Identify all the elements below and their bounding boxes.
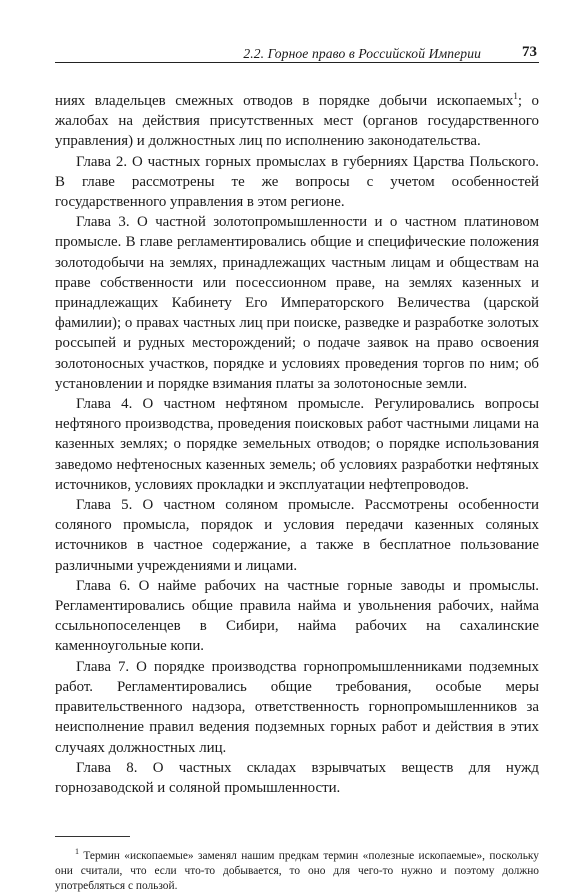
running-header: [55, 40, 539, 63]
paragraph-chapter-3: Глава 3. О частной золотопромышленности и о частном платиновом промысле. В главе регламентировались общие и специфические положения золотодобычи на землях, принадлежащих частным лицам и обществам на праве собственности или посессионном праве, на землях казенных и принадлежащих Кабинету Его Императорского Величества (царской фамилии); о правах частных лиц при поиске, разведке и разработке золотых россыпей и рудных месторождений; о подаче заявок на право освоения золотоносных участков, порядке и условиях проведения торгов по ним; об установлении и порядке взимания платы за золотоносные земли.: [55, 214, 539, 392]
paragraph-chapter-8: Глава 8. О частных складах взрывчатых веществ для нужд горнозаводской и соляной промышленности.: [55, 759, 539, 796]
paragraph-chapter-6: Глава 6. О найме рабочих на частные горные заводы и промыслы. Регламентировались общие правила найма и увольнения рабочих, найма ссыльнопоселенцев в Сибири, найма рабочих на сахалинские каменноугольные копи.: [55, 577, 539, 655]
paragraph-continuation: [55, 91, 539, 152]
footnote-number: 1: [75, 847, 79, 857]
footnote-separator: [55, 836, 130, 837]
footnote: [55, 849, 539, 893]
paragraph-text: ниях владельцев смежных отводов в порядке добычи ископаемых: [55, 93, 514, 109]
main-text: [55, 91, 539, 798]
paragraph-text: ; о жалобах на действия присутственных мест (органов государственного управления) и должностных лиц по исполнению законодательства.: [55, 93, 539, 150]
paragraph-chapter-2: Глава 2. О частных горных промыслах в губерниях Царства Польского. В главе рассмотрены те же вопросы с учетом особенностей государственного управления в этом регионе.: [55, 153, 539, 211]
running-header-title: 2.2. Горное право в Российской Империи: [243, 46, 481, 61]
paragraph-chapter-4: Глава 4. О частном нефтяном промысле. Регулировались вопросы нефтяного производства, проведения поисковых работ частными лицами на казенных землях; о порядке земельных отводов; о порядке использования заведомо нефтеносных казенных земель; об условиях разработки нефтяных источников, условиях прокладки и эксплуатации нефтепроводов.: [55, 396, 539, 493]
footnote-text: Термин «ископаемые» заменял нашим предкам термин «полезные ископаемые», поскольку они считали, что если что-то добывается, то оно для чего-то нужно и поэтому должно употребляться с пользой.: [55, 850, 539, 892]
paragraph-chapter-5: Глава 5. О частном соляном промысле. Рассмотрены особенности соляного промысла, порядок и условия передачи казенных соляных источников в частное содержание, а также в бесплатное пользование различными учреждениями и лицами.: [55, 497, 539, 574]
footnote-reference: 1: [513, 91, 518, 102]
page-number: 73: [522, 44, 537, 60]
book-page: [55, 40, 539, 894]
paragraph-chapter-7: Глава 7. О порядке производства горнопромышленниками подземных работ. Регламентировались общие требования, особые меры правительственного надзора, ответственность горнопромышленников за неисполнение правил ведения подземных горных работ и действия в этих случаях должностных лиц.: [55, 658, 539, 756]
